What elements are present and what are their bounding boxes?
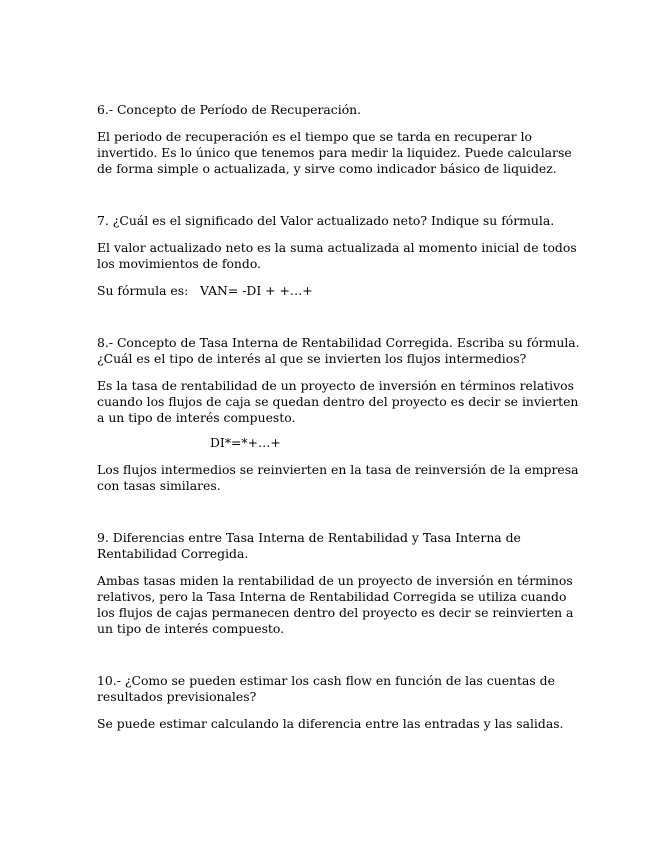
answer-9-line-4: un tipo de interés compuesto.: [97, 621, 285, 636]
answer-10-line-1: Se puede estimar calculando la diferencia entre las entradas y las salidas.: [97, 716, 564, 731]
question-9-line-1: 9. Diferencias entre Tasa Interna de Rentabilidad y Tasa Interna de: [97, 530, 521, 545]
question-9-line-2: Rentabilidad Corregida.: [97, 546, 249, 561]
extra-8-line-1: Los flujos intermedios se reinvierten en la tasa de reinversión de la empresa: [97, 462, 579, 477]
extra-8-line-2: con tasas similares.: [97, 478, 221, 493]
answer-8-line-1: Es la tasa de rentabilidad de un proyecto de inversión en términos relativos: [97, 378, 574, 393]
question-9: [97, 530, 567, 562]
answer-6: [97, 129, 572, 177]
answer-7-line-2: los movimientos de fondo.: [97, 256, 261, 271]
answer-6-line-2: invertido. Es lo único que tenemos para medir la liquidez. Puede calcularse: [97, 145, 572, 160]
answer-6-line-1: El periodo de recuperación es el tiempo que se tarda en recuperar lo: [97, 129, 532, 144]
question-8-line-1: 8.- Concepto de Tasa Interna de Rentabilidad Corregida. Escriba su fórmula.: [97, 335, 580, 350]
answer-8-line-3: a un tipo de interés compuesto.: [97, 410, 296, 425]
formula-label-7: Su fórmula es:: [97, 283, 189, 298]
question-6-line-1: 6.- Concepto de Período de Recuperación.: [97, 102, 362, 117]
question-7-line-1: 7. ¿Cuál es el significado del Valor actualizado neto? Indique su fórmula.: [97, 213, 555, 228]
answer-9: [97, 573, 574, 637]
answer-6-line-3: de forma simple o actualizada, y sirve como indicador básico de liquidez.: [97, 161, 557, 176]
formula-7: VAN= -DI + +…+: [200, 283, 313, 298]
answer-8-line-2: cuando los flujos de caja se quedan dentro del proyecto es decir se invierten: [97, 394, 579, 409]
question-7: [97, 213, 567, 229]
question-8-line-2: ¿Cuál es el tipo de interés al que se invierten los flujos intermedios?: [97, 351, 527, 366]
question-10-line-2: resultados previsionales?: [97, 689, 257, 704]
answer-8: [97, 378, 579, 426]
answer-10: [97, 716, 567, 732]
answer-9-line-3: los flujos de cajas permanecen dentro del proyecto es decir se reinvierten a: [97, 605, 574, 620]
answer-9-line-1: Ambas tasas miden la rentabilidad de un proyecto de inversión en términos: [97, 573, 573, 588]
formula-8: DI*=*+…+: [210, 435, 281, 450]
answer-9-line-2: relativos, pero la Tasa Interna de Rentabilidad Corregida se utiliza cuando: [97, 589, 567, 604]
question-10: [97, 673, 567, 705]
answer-7: [97, 240, 577, 272]
question-6: [97, 102, 567, 118]
answer-7-line-1: El valor actualizado neto es la suma actualizada al momento inicial de todos: [97, 240, 577, 255]
question-8: [97, 335, 580, 367]
question-10-line-1: 10.- ¿Como se pueden estimar los cash flow en función de las cuentas de: [97, 673, 555, 688]
extra-8: [97, 462, 579, 494]
